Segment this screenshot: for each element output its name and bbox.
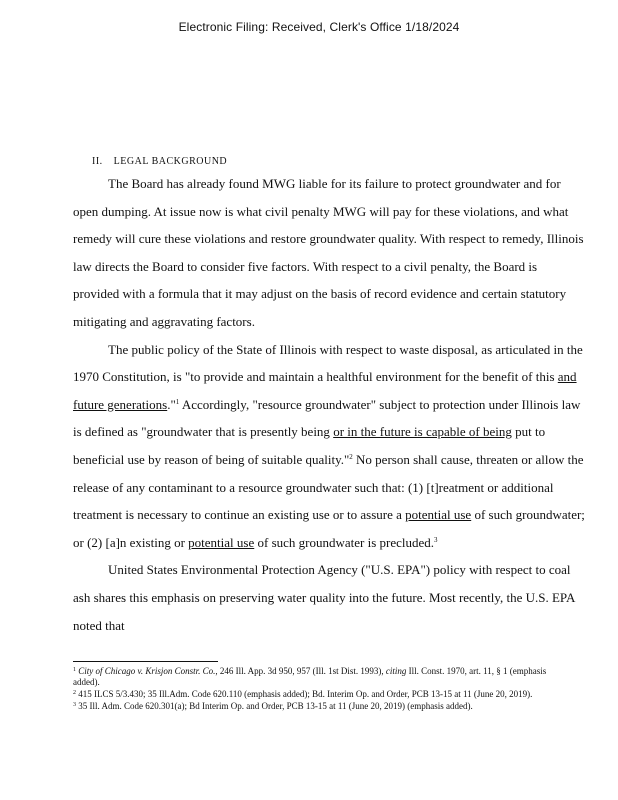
policy-text: Accordingly, "resource groundwater" subject to protection under Illinois law is defined as "groundwater that is presently being <box>73 396 581 440</box>
underlined-phrase: potential use <box>405 507 472 523</box>
footnote-number: 3 <box>73 702 76 708</box>
policy-text: No person shall cause, threaten or allow the release of any contaminant to a resource groundwater such that: (1) [t]reatment or additional treatment is necessary to continue an existing use or to assure a <box>73 451 584 523</box>
footnote-text: Ill. Const. 1970, art. 11, § 1 (emphasis added). <box>73 666 547 687</box>
footnote-2 <box>73 689 553 700</box>
section-heading <box>92 156 227 167</box>
footnotes <box>73 666 553 713</box>
underlined-phrase: or in the future is capable of being <box>333 424 512 440</box>
policy-text: of such groundwater; or (2) [a]n existing or <box>73 507 585 550</box>
paragraph-public-policy <box>73 336 585 557</box>
citing-signal: citing <box>385 666 407 676</box>
policy-text: ." <box>167 396 176 412</box>
footnote-divider <box>73 661 218 662</box>
policy-text: put to beneficial use by reason of being of suitable quality." <box>73 424 546 467</box>
section-number: II. <box>92 156 103 167</box>
footnote-text: 35 Ill. Adm. Code 620.301(a); Bd Interim Op. and Order, PCB 13-15 at 11 (June 20, 2019) (emphasis added). <box>78 701 473 711</box>
paragraph-board-findings: The Board has already found MWG liable for its failure to protect groundwater and for open dumping. At issue now is what civil penalty MWG will pay for these violations, and what remedy will cure these violations and restore groundwater quality. With respect to remedy, Illinois law directs the Board to consider five factors. With respect to a civil penalty, the Board is provided with a formula that it may adjust on the basis of record evidence and certain statutory mitigating and aggravating factors. <box>73 176 584 329</box>
footnote-text: , 246 Ill. App. 3d 950, 957 (Ill. 1st Dist. 1993), <box>215 666 386 676</box>
underlined-phrase: potential use <box>188 534 255 550</box>
footnote-1 <box>73 666 553 688</box>
footnote-3 <box>73 701 553 712</box>
footnote-number: 1 <box>73 667 76 673</box>
footnote-ref: 3 <box>434 535 438 544</box>
footnote-number: 2 <box>73 690 76 696</box>
filing-stamp-text: Electronic Filing: Received, Clerk's Office 1/18/2024 <box>178 20 460 34</box>
underlined-phrase: and future generations <box>73 369 577 412</box>
section-title: LEGAL BACKGROUND <box>113 156 228 167</box>
footnote-ref: 2 <box>349 452 353 461</box>
case-name: City of Chicago v. Krisjon Constr. Co. <box>78 666 216 676</box>
footnote-text: 415 ILCS 5/3.430; 35 Ill.Adm. Code 620.110 (emphasis added); Bd. Interim Op. and Order, PCB 13-15 at 11 (June 20, 2019). <box>78 689 533 699</box>
filing-stamp-header <box>0 20 618 34</box>
policy-text: of such groundwater is precluded. <box>254 534 435 550</box>
footnote-ref: 1 <box>175 397 180 406</box>
document-body <box>73 170 585 639</box>
policy-text: The public policy of the State of Illinois with respect to waste disposal, as articulated in the 1970 Constitution, is "to provide and maintain a healthful environment for the benefit of this <box>73 341 583 385</box>
paragraph-epa-policy: United States Environmental Protection Agency ("U.S. EPA") policy with respect to coal ash shares this emphasis on preserving water quality into the future. Most recently, the U.S. EPA noted that <box>73 562 575 633</box>
